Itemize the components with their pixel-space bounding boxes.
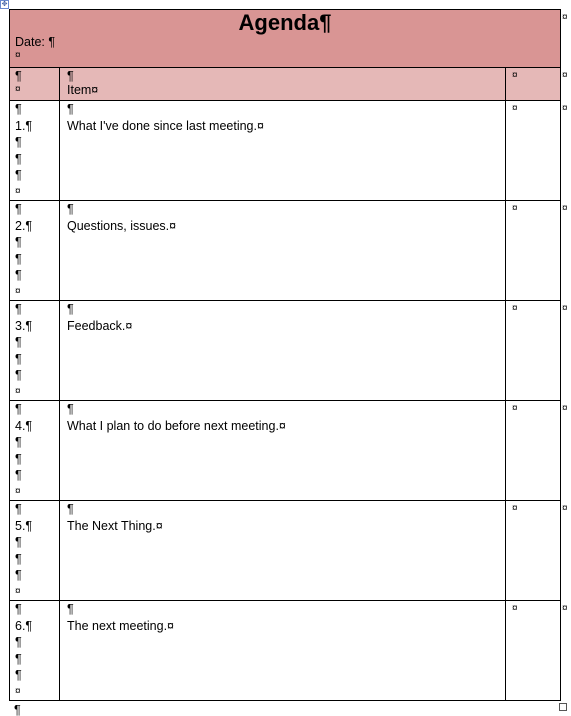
pilcrow-mark: ¶ [15,202,22,216]
item-text: Questions, issues.¤ [67,218,177,233]
notes-column-header[interactable] [506,68,561,101]
item-text: What I plan to do before next meeting.¤ [67,418,286,433]
pilcrow-mark: ¶ [15,268,22,282]
cell-end-mark: ¤ [512,70,518,81]
item-text: The Next Thing.¤ [67,518,163,533]
pilcrow-mark: ¤ [15,385,21,397]
cell-end-mark: ¤ [512,103,518,114]
item-number: 5.¶ [15,518,33,533]
pilcrow-mark: ¶ [15,668,22,682]
pilcrow-mark: ¶ [67,202,74,216]
cell-end-mark: ¤ [512,503,518,514]
column-header-row [10,68,561,101]
item-text-cell[interactable] [60,101,506,201]
item-notes-cell[interactable] [506,401,561,501]
agenda-item-row [10,101,561,201]
item-text: The next meeting.¤ [67,618,175,633]
title-row [10,10,561,68]
row-end-mark: ¤ [562,202,568,214]
item-notes-cell[interactable] [506,601,561,701]
pilcrow-mark: ¶ [15,468,22,482]
row-end-mark: ¤ [562,302,568,314]
agenda-item-row [10,601,561,701]
pilcrow-mark: ¶ [15,502,22,516]
pilcrow-mark: ¤ [15,185,21,197]
row-end-mark: ¤ [562,11,568,23]
item-text: What I've done since last meeting.¤ [67,118,264,133]
agenda-item-row [10,201,561,301]
pilcrow-mark: ¤ [15,585,21,597]
item-notes-cell[interactable] [506,201,561,301]
item-text-cell[interactable] [60,601,506,701]
date-label: Date: ¶ [15,35,56,49]
pilcrow-mark: ¶ [15,535,22,549]
row-end-mark: ¤ [562,102,568,114]
item-number: 2.¶ [15,218,33,233]
pilcrow-mark: ¶ [15,235,22,249]
agenda-item-row [10,501,561,601]
cell-end-mark: ¤ [512,403,518,414]
item-number-cell[interactable] [10,501,60,601]
item-notes-cell[interactable] [506,501,561,601]
pilcrow-mark: ¶ [15,435,22,449]
agenda-item-row [10,301,561,401]
item-number-cell[interactable] [10,101,60,201]
pilcrow-mark: ¶ [15,69,22,83]
item-notes-cell[interactable] [506,301,561,401]
cell-end-mark: ¤ [512,303,518,314]
pilcrow-mark: ¶ [67,102,74,116]
number-column-header[interactable] [10,68,60,101]
pilcrow-mark: ¶ [15,651,22,666]
pilcrow-mark: ¶ [15,135,22,149]
row-end-mark: ¤ [562,602,568,614]
cell-end-mark: ¤ [15,84,21,95]
pilcrow-mark: ¶ [15,251,22,266]
row-end-mark: ¤ [562,502,568,514]
item-text-cell[interactable] [60,301,506,401]
cell-end-mark: ¤ [512,203,518,214]
item-number: 6.¶ [15,618,33,633]
pilcrow-mark: ¶ [67,502,74,516]
table-move-handle-icon[interactable]: ✥ [1,1,8,8]
item-text-cell[interactable] [60,201,506,301]
title-cell[interactable] [10,10,561,68]
table-resize-handle[interactable] [559,703,567,711]
item-number: 4.¶ [15,418,33,433]
end-paragraph-mark: ¶ [14,703,21,716]
pilcrow-mark: ¤ [15,485,21,497]
pilcrow-mark: ¶ [15,102,22,116]
item-number-cell[interactable] [10,201,60,301]
cell-end-mark: ¤ [15,50,21,61]
pilcrow-mark: ¶ [67,402,74,416]
pilcrow-mark: ¶ [67,302,74,316]
pilcrow-mark: ¶ [15,168,22,182]
pilcrow-mark: ¶ [15,602,22,616]
pilcrow-mark: ¤ [15,285,21,297]
pilcrow-mark: ¶ [15,568,22,582]
pilcrow-mark: ¶ [15,335,22,349]
item-number-cell[interactable] [10,601,60,701]
pilcrow-mark: ¶ [15,351,22,366]
item-text-cell[interactable] [60,401,506,501]
row-end-mark: ¤ [562,69,568,81]
pilcrow-mark: ¶ [15,451,22,466]
pilcrow-mark: ¶ [15,368,22,382]
cell-end-mark: ¤ [512,603,518,614]
item-column-header[interactable] [60,68,506,101]
item-number: 1.¶ [15,118,33,133]
item-number-cell[interactable] [10,301,60,401]
item-number: 3.¶ [15,318,33,333]
page-title: Agenda¶ [238,10,332,35]
pilcrow-mark: ¶ [15,151,22,166]
agenda-item-row [10,401,561,501]
row-end-mark: ¤ [562,402,568,414]
item-text-cell[interactable] [60,501,506,601]
pilcrow-mark: ¶ [67,602,74,616]
item-header-label: Item¤ [67,83,99,97]
agenda-table [9,9,561,701]
pilcrow-mark: ¶ [15,302,22,316]
item-text: Feedback.¤ [67,318,133,333]
item-number-cell[interactable] [10,401,60,501]
item-notes-cell[interactable] [506,101,561,201]
pilcrow-mark: ¶ [15,551,22,566]
pilcrow-mark: ¶ [15,635,22,649]
pilcrow-mark: ¶ [67,69,74,83]
pilcrow-mark: ¶ [15,402,22,416]
pilcrow-mark: ¤ [15,685,21,697]
